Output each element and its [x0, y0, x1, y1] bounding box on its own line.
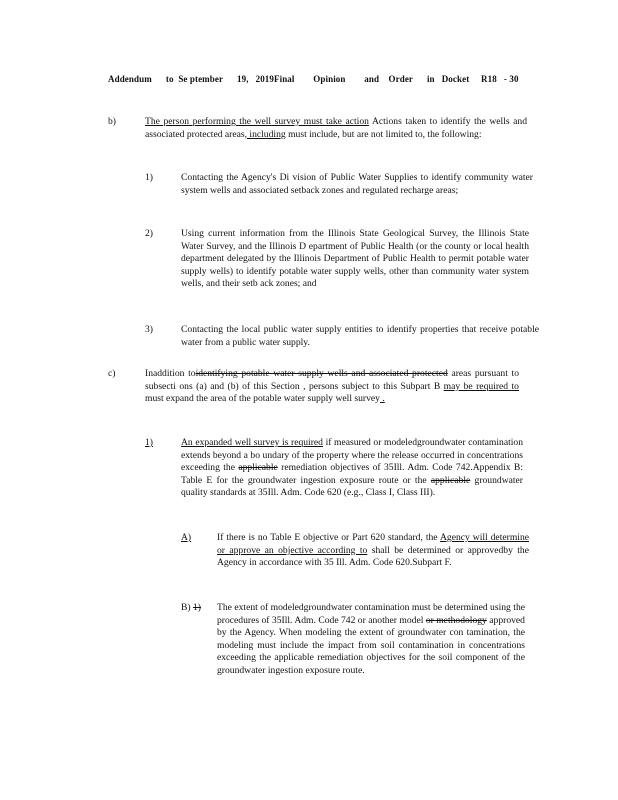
deleted-text: applicable — [238, 462, 278, 474]
deleted-text: applicable — [430, 474, 471, 486]
item-c1-text — [181, 437, 523, 500]
item-b1-text: Contacting the Agency's Di vision of Public Water Supplies to identify community water system wells and associated setback zones and regulated recharge areas; — [181, 172, 533, 196]
section-c-label: c) — [108, 368, 116, 379]
item-c1a-number: A) — [181, 532, 192, 543]
page-header — [108, 74, 528, 84]
text-run: must include, but are not limited to, the following: — [285, 128, 482, 140]
text-run: if measured or modeledgroundwater contamination extends beyond a bo undary of the property where the release occurred in concentrations exceeding the — [181, 437, 523, 474]
inserted-text: An expanded well survey is required — [181, 437, 323, 448]
item-c1b-number — [181, 602, 201, 615]
section-b-text — [145, 116, 527, 141]
text-run: The extent of modeledgroundwater contamination must be determined using the procedures of 35Ill. Adm. Code 742 or another model — [217, 602, 525, 626]
item-c1b-text — [217, 602, 525, 678]
inserted-text: may be required to — [443, 380, 519, 392]
inserted-text: . — [379, 393, 385, 405]
text-run: remediation objectives of 35Ill. Adm. Code 742.Appendix B: Table E for the groundwater ingestion exposure route or the — [181, 462, 523, 486]
text-run: areas pursuant to subsecti ons (a) and (b) of this Section , persons subject to this Subpart B — [145, 368, 519, 392]
deleted-text: or methodology — [425, 614, 487, 626]
inserted-text: The person performing the well survey must take action — [145, 116, 369, 127]
text-run: If there is no Table E objective or Part 620 standard, the — [217, 532, 440, 543]
item-c1-number: 1) — [145, 437, 153, 448]
item-c1a-text — [217, 532, 529, 570]
deleted-text: 1) — [193, 602, 201, 613]
section-c-text — [145, 368, 519, 406]
text-run: must expand the area of the potable water supply well survey — [145, 393, 380, 405]
text-run: B) — [181, 602, 191, 613]
inserted-text: Agency will determine or approve an objective according to — [217, 532, 529, 556]
header-text: Addendum to Se ptember 19, 2019Final Opinion and Order in Docket R18 - 30 — [108, 74, 519, 84]
text-run: groundwater quality standards at 35Ill. Adm. Code 620 (e.g., Class I, Class III). — [181, 474, 524, 499]
deleted-text: identifying potable water supply wells and associated protected — [195, 368, 448, 379]
text-run: Actions taken to identify the wells and associated protected areas — [145, 116, 527, 140]
item-b3-number: 3) — [145, 324, 153, 335]
section-b-label: b) — [108, 116, 116, 127]
item-b2-number: 2) — [145, 228, 153, 239]
text-run: approved by the Agency. When modeling the extent of groundwater con tamination, the modeling must include the impact from soil contamination in concentrations exceeding the applicable remediation objectives for the soil component of the groundwater ingestion exposure route. — [217, 614, 525, 676]
inserted-text: , including — [244, 128, 286, 140]
item-b1-number: 1) — [145, 172, 153, 183]
item-b3-text: Contacting the local public water supply entities to identify properties that receive potable water from a public water supply. — [181, 324, 539, 348]
item-b2-text: Using current information from the Illinois State Geological Survey, the Illinois State Water Survey, and the Illinois D epartment of Public Health (or the county or local health department delegated by the Illinois Department of Public Health to permit potable water supply wells) to identify potable water supply wells, other than community water system wells, and their setb ack zones; and — [181, 228, 529, 290]
text-run: Inaddition to — [145, 368, 196, 379]
text-run: shall be determined or approvedby the Agency in accordance with 35 Ill. Adm. Code 620.Subpart F. — [217, 544, 529, 569]
